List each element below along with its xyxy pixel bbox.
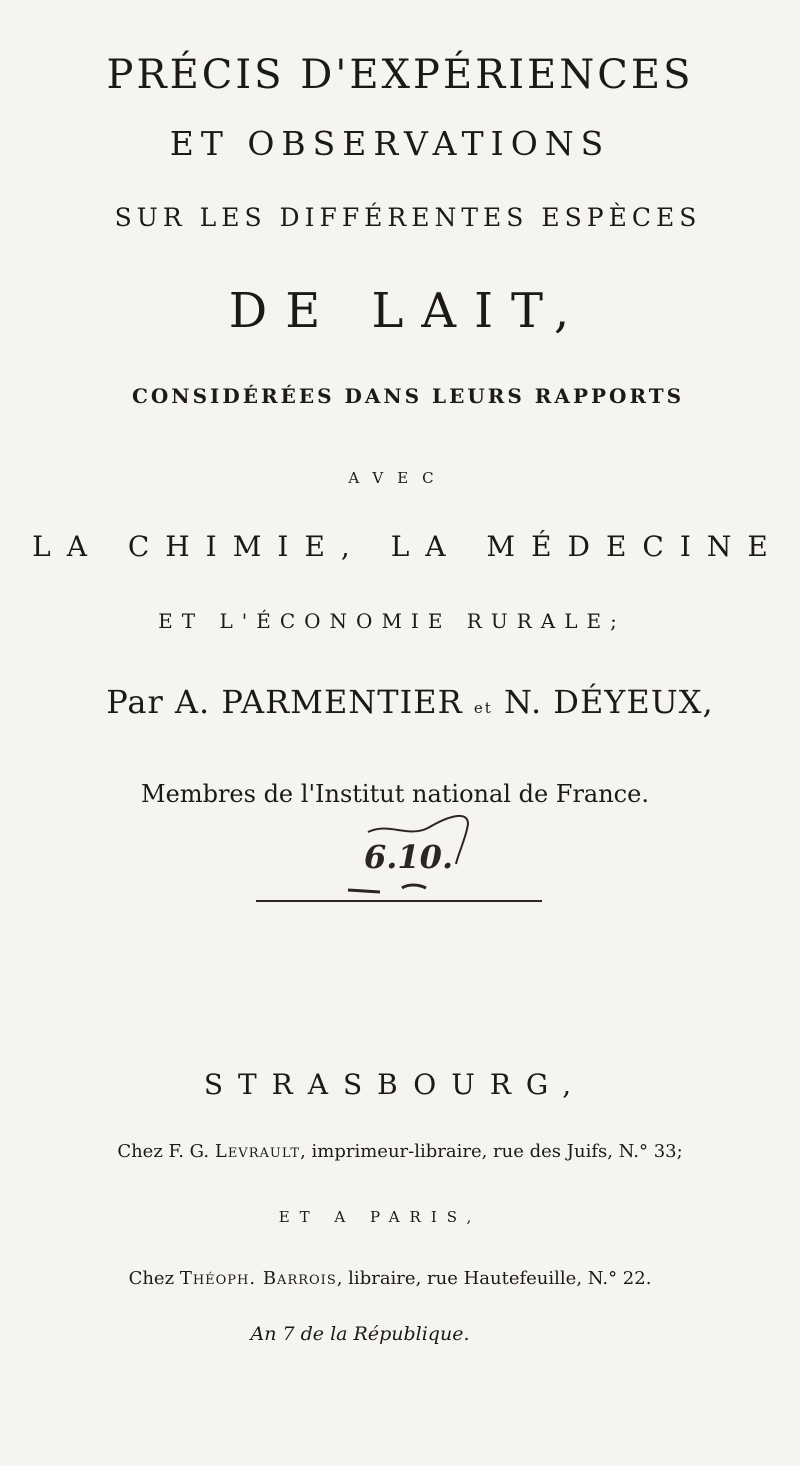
imprint-and-paris: ET A PARIS, bbox=[278, 1208, 482, 1226]
authors-line bbox=[10, 683, 800, 721]
printer-detail: , imprimeur-libraire, rue des Juifs, N.° 33; bbox=[300, 1141, 683, 1162]
bookseller-detail: , libraire, rue Hautefeuille, N.° 22. bbox=[336, 1268, 652, 1289]
imprint-date: An 7 de la République. bbox=[250, 1323, 470, 1345]
affiliation: Membres de l'Institut national de France. bbox=[141, 780, 649, 808]
title-line-2: ET OBSERVATIONS bbox=[169, 124, 611, 163]
imprint-city: STRASBOURG, bbox=[203, 1068, 587, 1101]
imprint-bookseller bbox=[0, 1268, 790, 1289]
title-line-5: CONSIDÉRÉES DANS LEURS RAPPORTS bbox=[131, 384, 685, 408]
bookseller-name: Théoph. Barrois bbox=[179, 1268, 337, 1289]
title-line-8: ET L'ÉCONOMIE RURALE; bbox=[158, 609, 626, 633]
printer-prefix: Chez F. G. bbox=[117, 1141, 210, 1162]
imprint-printer bbox=[0, 1141, 800, 1162]
title-line-3: SUR LES DIFFÉRENTES ESPÈCES bbox=[114, 203, 702, 232]
printer-name: Levrault bbox=[214, 1141, 301, 1162]
author-1: A. PARMENTIER bbox=[174, 683, 463, 721]
authors-conjunction: et bbox=[473, 699, 493, 717]
divider-rule bbox=[256, 900, 542, 902]
bookseller-prefix: Chez bbox=[128, 1268, 175, 1289]
title-line-7: LA CHIMIE, LA MÉDECINE bbox=[32, 530, 784, 563]
title-line-4: DE LAIT, bbox=[228, 283, 588, 339]
handwritten-shelfmark: 6.10. bbox=[364, 838, 454, 876]
title-line-6: AVEC bbox=[348, 469, 448, 487]
title-line-1: PRÉCIS D'EXPÉRIENCES bbox=[106, 52, 694, 98]
author-2: N. DÉYEUX, bbox=[503, 683, 714, 721]
authors-prefix: Par bbox=[106, 683, 164, 721]
